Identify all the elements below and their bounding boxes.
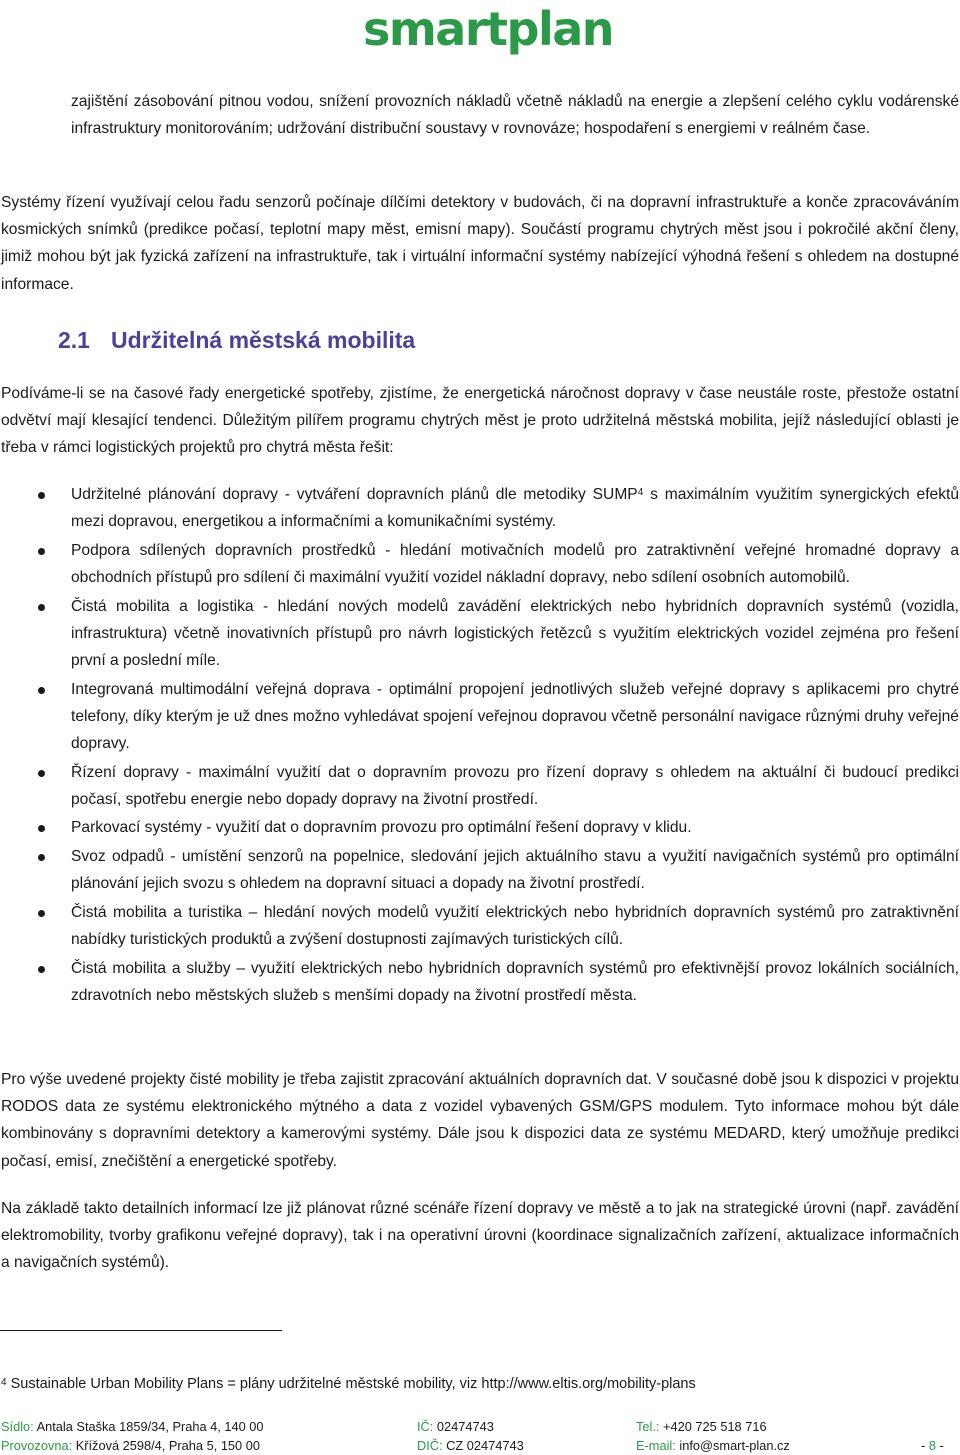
bullet-icon — [38, 548, 45, 555]
footer-ic — [417, 1418, 494, 1435]
list-item — [0, 537, 959, 591]
paragraph-traffic-data: Pro výše uvedené projekty čisté mobility je třeba zajistit zpracování aktuálních dopravních dat. V současné době jsou k dispozici v projektu RODOS data ze systému elektronického mýtného a data z vozidel vybavených GSM/GPS modulem. Tyto informace mohou být dále kombinovány s dopravními detektory a kamerovými systémy. Dále jsou k dispozici data ze systému MEDARD, který umožňuje predikci počasí, emisí, znečištění a energetické spotřeby. — [1, 1071, 959, 1170]
list-item-text: s maximálním využitím synergických efektů mezi dopravou, energetikou a informačními a komunikačními systémy. — [71, 486, 960, 531]
footer-email — [636, 1437, 790, 1454]
footer-dic — [417, 1437, 524, 1454]
list-item — [0, 759, 959, 813]
logo-smart: smart — [363, 2, 507, 56]
list-item-text: Svoz odpadů - umístění senzorů na popelnice, sledování jejich aktuálního stavu a využití navigačních systémů pro optimální plánování jejich svozu s ohledem na dopravní situaci a dopady na životní prostředí. — [71, 847, 959, 893]
bullet-icon — [38, 825, 45, 832]
section-number: 2.1 — [58, 327, 90, 353]
list-item-text: Podpora sdílených dopravních prostředků - hledání motivačních modelů pro zatraktivnění veřejné hromadné dopravy a obchodních přístupů pro sdílení či maximální využití vozidel nákladní dopravy, nebo sdílení osobních automobilů. — [71, 541, 959, 586]
footer-label: IČ: — [417, 1419, 434, 1434]
bullet-icon — [38, 966, 45, 973]
list-item-text: Parkovací systémy - využití dat o dopravním provozu pro optimální řešení dopravy v klidu. — [71, 819, 692, 837]
footer-row-1 — [0, 1418, 960, 1435]
paragraph-scenarios: Na základě takto detailních informací lze již plánovat různé scénáře řízení dopravy ve městě a to jak na strategické úrovni (např. zavádění elektromobility, tvorby grafikonu veřejné dopravy), tak i na operativní úrovni (koordinace signalizačních zařízení, aktualizace informačních a navigačních systémů). — [1, 1200, 959, 1272]
paragraph-energy-consumption: Podíváme-li se na časové řady energetické spotřeby, zjistíme, že energetická náročnost dopravy v čase neustále roste, přestože ostatní odvětví mají klesající tendenci. Důležitým pilířem programu chytrých měst je proto udržitelná městská mobilita, jejíž následující oblasti je třeba v rámci logistických projektů pro chytrá města řešit: — [1, 385, 959, 457]
page-number-prefix: - — [921, 1438, 929, 1453]
list-item-text: Řízení dopravy - maximální využití dat o dopravním provozu pro řízení dopravy s ohledem na aktuální či budoucí predikci počasí, spotřebu energie nebo dopady dopravy na životní prostředí. — [71, 763, 959, 808]
footer-value: 02474743 — [433, 1419, 494, 1434]
footer-value: CZ 02474743 — [442, 1438, 524, 1453]
footnote-separator — [0, 1330, 282, 1331]
footer-value: Křížová 2598/4, Praha 5, 150 00 — [72, 1438, 260, 1453]
page-number — [921, 1437, 944, 1454]
list-item — [0, 843, 959, 897]
section-heading — [58, 322, 415, 358]
footer-label: DIČ: — [417, 1438, 443, 1453]
bullet-icon — [38, 910, 45, 917]
bullet-icon — [38, 854, 45, 861]
logo-plan: plan — [506, 2, 614, 56]
footer-label: Tel.: — [636, 1419, 660, 1434]
list-item-text: Čistá mobilita a turistika – hledání nových modelů využití elektrických nebo hybridních dopravních systémů pro zatraktivnění nabídky turistických produktů a zvýšení dostupnosti zajímavých turistických cílů. — [71, 903, 959, 948]
footnote-reference: 4 — [637, 487, 644, 498]
smartplan-logo — [360, 0, 614, 62]
footer-label: E-mail: — [636, 1438, 676, 1453]
footer-row-2 — [0, 1437, 960, 1454]
page-number-value: 8 — [928, 1438, 936, 1453]
footnote-number: 4 — [1, 1377, 7, 1388]
bullet-icon — [38, 492, 45, 499]
footer-value: +420 725 518 716 — [659, 1419, 767, 1434]
paragraph-water-supply: zajištění zásobování pitnou vodou, snížení provozních nákladů včetně nákladů na energie a zlepšení celého cyklu vodárenské infrastruktury monitorováním; udržování distribuční soustavy v rovnováze; hospodaření s energiemi v reálném čase. — [71, 93, 959, 138]
footnote-text: Sustainable Urban Mobility Plans = plány udržitelné městské mobility, viz http://www.eltis.org/mobility-plans — [6, 1376, 696, 1392]
section-title: Udržitelná městská mobilita — [111, 327, 416, 353]
footer-value: Antala Staška 1859/34, Praha 4, 140 00 — [33, 1419, 264, 1434]
list-item — [0, 955, 959, 1009]
list-item — [0, 899, 959, 953]
list-item-text: Integrovaná multimodální veřejná doprava - optimální propojení jednotlivých služeb veřejné dopravy s aplikacemi pro chytré telefony, díky kterým je už dnes možno vyhledávat spojení veřejnou dopravou včetně personální navigace různými druhy veřejné dopravy. — [71, 680, 959, 752]
list-item-text: Čistá mobilita a služby – využití elektrických nebo hybridních dopravních systémů pro efektivnější provoz lokálních sociálních, zdravotních nebo městských služeb s menšími dopady na životní prostředí města. — [71, 959, 959, 1004]
page-number-suffix: - — [935, 1438, 944, 1453]
bullet-icon — [38, 687, 45, 694]
list-item — [0, 481, 959, 535]
footer-tel — [636, 1418, 767, 1435]
paragraph-control-systems: Systémy řízení využívají celou řadu senzorů počínaje dílčími detektory v budovách, či na dopravní infrastruktuře a konče zpracováváním kosmických snímků (predikce počasí, teplotní mapy měst, emisní mapy). Součástí programu chytrých měst jsou i pokročilé akční členy, jimiž mohou být jak fyzická zařízení na infrastruktuře, tak i virtuální informační systémy nabízející výhodná řešení s ohledem na dostupné informace. — [1, 194, 959, 293]
footer-label: Provozovna: — [1, 1438, 73, 1453]
footer-value: info@smart-plan.cz — [675, 1438, 790, 1453]
list-item — [0, 814, 959, 841]
list-item-text: Čistá mobilita a logistika - hledání nových modelů zavádění elektrických nebo hybridních dopravních systémů (vozidla, infrastruktura) včetně inovativních přístupů pro návrh logistických řetězců s využitím elektrických vozidel zejména pro řešení první a poslední míle. — [71, 597, 959, 669]
list-item — [0, 593, 959, 675]
footnote — [1, 1373, 960, 1395]
list-item — [0, 676, 959, 758]
footer-sidlo — [1, 1418, 264, 1435]
bullet-icon — [38, 604, 45, 611]
mobility-areas-list — [0, 481, 959, 1009]
bullet-icon — [38, 770, 45, 777]
list-item-text: Udržitelné plánování dopravy - vytváření dopravních plánů dle metodiky SUMP — [71, 486, 638, 503]
footer-label: Sídlo: — [1, 1419, 34, 1434]
logo-wordmark — [363, 0, 613, 58]
footer-provozovna — [1, 1437, 260, 1454]
